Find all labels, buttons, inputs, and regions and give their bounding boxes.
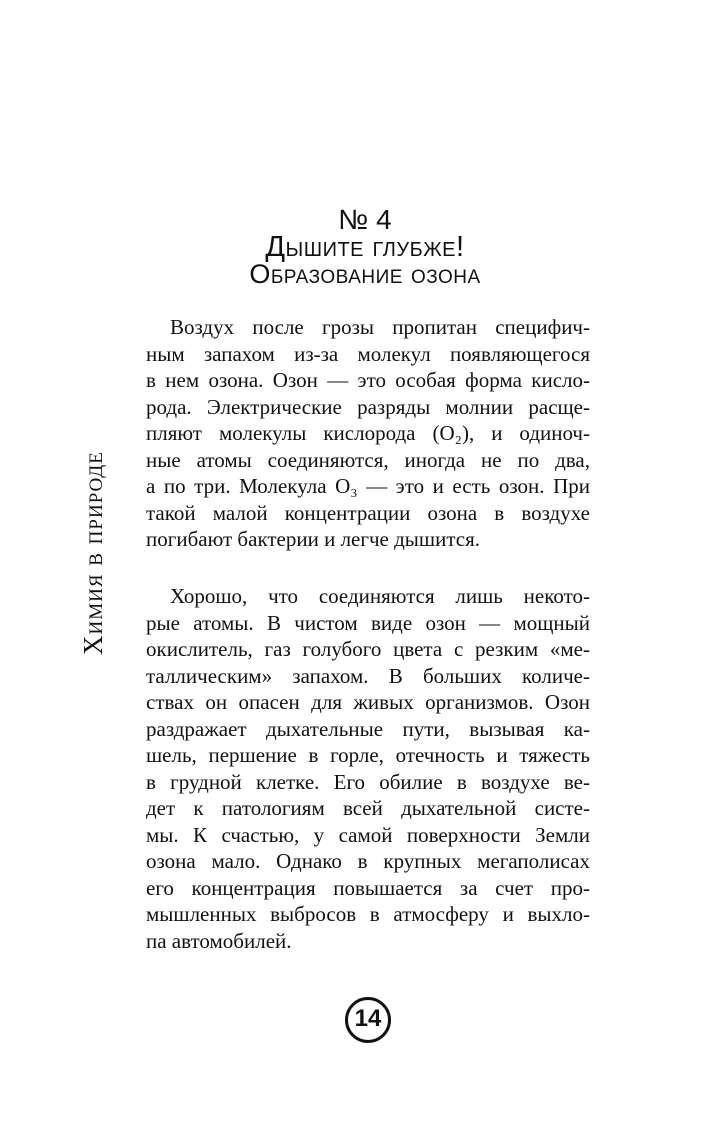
paragraph-2 (146, 583, 590, 954)
text-line: Воздух после грозы пропитан специфич- (170, 315, 590, 339)
text-line: ствах он опасен для живых организмов. Озон (146, 690, 590, 714)
chapter-number: № 4 (338, 204, 392, 235)
chapter-title: Дышите глубже! (265, 231, 465, 263)
text-line: озона мало. Однако в крупных мегаполисах (146, 849, 590, 873)
text-line: в грудной клетке. Его обилие в воздухе ве- (146, 769, 590, 794)
text-line: рые атомы. В чистом виде озон — мощный (146, 610, 590, 635)
text-line: мышленных выбросов в атмосферу и выхло- (146, 902, 590, 926)
text-line: па автомобилей. (146, 928, 292, 953)
page-number-badge: 14 (345, 997, 391, 1043)
text-line: рода. Электрические разряды молнии расще- (146, 394, 590, 419)
text-line: мы. К счастью, у самой поверхности Земли (146, 822, 590, 847)
text-line: в нем озона. Озон — это особая форма кисло- (146, 368, 590, 392)
text-line: таллическим» запахом. В больших количе- (146, 663, 590, 688)
text-line: а по три. Молекула O₃ — это и есть озон. При (146, 474, 590, 498)
chapter-subtitle: Образование озона (249, 259, 481, 289)
running-head-vertical: Химия в природе (78, 451, 108, 655)
text-line: погибают бактерии и легче дышится. (146, 527, 480, 551)
text-line: окислитель, газ голубого цвета с резким «ме- (146, 637, 590, 661)
text-line: ным запахом из-за молекул появляющегося (146, 341, 590, 366)
text-line: шель, першение в горле, отечность и тяжесть (146, 743, 590, 767)
text-line: раздражает дыхательные пути, вызывая ка- (146, 716, 590, 741)
text-line: дет к патологиям всей дыхательной систе- (146, 796, 590, 820)
paragraph-1 (146, 314, 590, 553)
text-line: его концентрация повышается за счет про- (146, 875, 590, 900)
text-line: ные атомы соединяются, иногда не по два, (146, 447, 590, 472)
text-line: Хорошо, что соединяются лишь некото- (170, 584, 590, 608)
text-line: пляют молекулы кислорода (O₂), и одиноч- (146, 421, 590, 445)
text-line: такой малой концентрации озона в воздухе (146, 500, 590, 525)
